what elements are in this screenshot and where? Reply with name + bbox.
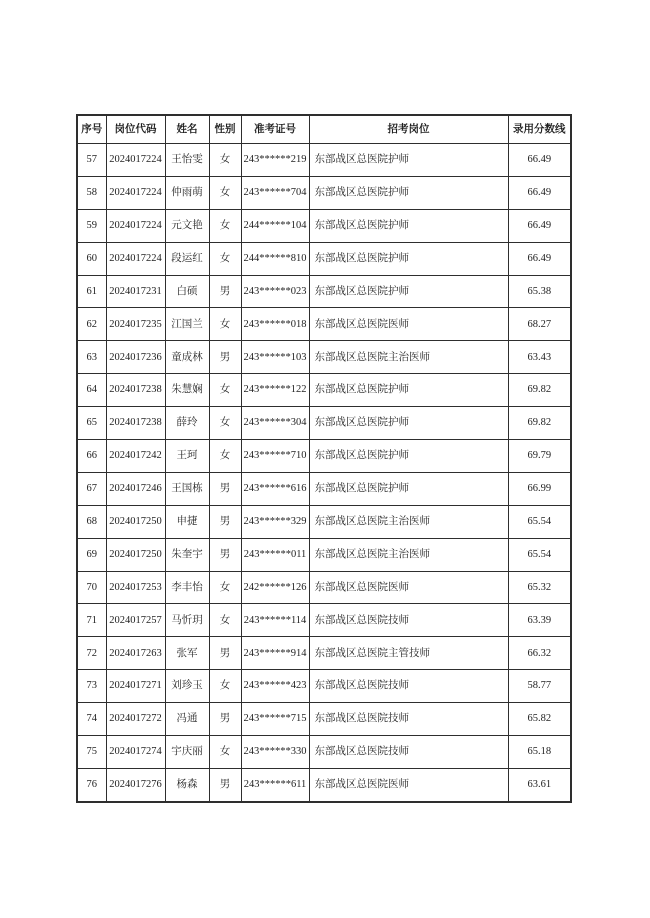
cell-gender: 女 <box>209 242 241 275</box>
cell-position: 东部战区总医院护师 <box>309 440 508 473</box>
cell-position: 东部战区总医院护师 <box>309 209 508 242</box>
cell-job_code: 2024017250 <box>106 505 165 538</box>
cell-job_code: 2024017238 <box>106 407 165 440</box>
cell-name: 马忻玥 <box>165 604 209 637</box>
table-row <box>77 736 571 769</box>
cell-index: 74 <box>77 703 106 736</box>
cell-job_code: 2024017238 <box>106 374 165 407</box>
cell-ticket_no: 243******122 <box>241 374 309 407</box>
cell-gender: 女 <box>209 604 241 637</box>
cell-job_code: 2024017276 <box>106 768 165 801</box>
cell-score_line: 63.61 <box>508 768 571 801</box>
cell-score_line: 58.77 <box>508 670 571 703</box>
cell-ticket_no: 243******616 <box>241 472 309 505</box>
cell-job_code: 2024017246 <box>106 472 165 505</box>
cell-score_line: 69.82 <box>508 407 571 440</box>
cell-index: 58 <box>77 176 106 209</box>
cell-gender: 男 <box>209 472 241 505</box>
cell-index: 61 <box>77 275 106 308</box>
cell-score_line: 63.39 <box>508 604 571 637</box>
cell-gender: 男 <box>209 505 241 538</box>
col-header-ticket-no: 准考证号 <box>241 115 309 144</box>
cell-gender: 男 <box>209 341 241 374</box>
cell-name: 仲雨萌 <box>165 176 209 209</box>
cell-ticket_no: 243******710 <box>241 440 309 473</box>
cell-name: 宇庆丽 <box>165 736 209 769</box>
table-row <box>77 209 571 242</box>
cell-score_line: 66.99 <box>508 472 571 505</box>
cell-score_line: 65.32 <box>508 571 571 604</box>
cell-job_code: 2024017272 <box>106 703 165 736</box>
cell-position: 东部战区总医院护师 <box>309 176 508 209</box>
cell-ticket_no: 243******018 <box>241 308 309 341</box>
table-row <box>77 505 571 538</box>
cell-position: 东部战区总医院主治医师 <box>309 341 508 374</box>
cell-index: 75 <box>77 736 106 769</box>
cell-gender: 女 <box>209 736 241 769</box>
cell-name: 王怡雯 <box>165 144 209 177</box>
cell-ticket_no: 243******715 <box>241 703 309 736</box>
cell-gender: 女 <box>209 440 241 473</box>
cell-score_line: 69.79 <box>508 440 571 473</box>
cell-gender: 女 <box>209 209 241 242</box>
cell-job_code: 2024017236 <box>106 341 165 374</box>
cell-position: 东部战区总医院主治医师 <box>309 505 508 538</box>
cell-score_line: 65.18 <box>508 736 571 769</box>
cell-score_line: 66.32 <box>508 637 571 670</box>
cell-name: 薛玲 <box>165 407 209 440</box>
cell-gender: 男 <box>209 703 241 736</box>
cell-score_line: 69.82 <box>508 374 571 407</box>
col-header-name: 姓名 <box>165 115 209 144</box>
cell-job_code: 2024017263 <box>106 637 165 670</box>
cell-job_code: 2024017250 <box>106 538 165 571</box>
cell-name: 段运红 <box>165 242 209 275</box>
cell-job_code: 2024017224 <box>106 144 165 177</box>
cell-gender: 男 <box>209 768 241 801</box>
cell-ticket_no: 243******423 <box>241 670 309 703</box>
table-row <box>77 472 571 505</box>
cell-index: 73 <box>77 670 106 703</box>
cell-job_code: 2024017224 <box>106 176 165 209</box>
cell-ticket_no: 243******011 <box>241 538 309 571</box>
cell-gender: 女 <box>209 571 241 604</box>
col-header-job-code: 岗位代码 <box>106 115 165 144</box>
cell-score_line: 63.43 <box>508 341 571 374</box>
cell-score_line: 65.54 <box>508 538 571 571</box>
cell-index: 66 <box>77 440 106 473</box>
table-row <box>77 637 571 670</box>
cell-ticket_no: 243******611 <box>241 768 309 801</box>
table-row <box>77 768 571 801</box>
cell-score_line: 66.49 <box>508 144 571 177</box>
table-row <box>77 144 571 177</box>
cell-position: 东部战区总医院护师 <box>309 275 508 308</box>
cell-ticket_no: 243******704 <box>241 176 309 209</box>
table-row <box>77 407 571 440</box>
cell-position: 东部战区总医院主管技师 <box>309 637 508 670</box>
cell-index: 72 <box>77 637 106 670</box>
cell-index: 57 <box>77 144 106 177</box>
cell-position: 东部战区总医院护师 <box>309 472 508 505</box>
cell-job_code: 2024017271 <box>106 670 165 703</box>
table-row <box>77 703 571 736</box>
cell-position: 东部战区总医院技师 <box>309 736 508 769</box>
table-row <box>77 670 571 703</box>
cell-gender: 男 <box>209 538 241 571</box>
cell-gender: 女 <box>209 670 241 703</box>
cell-position: 东部战区总医院技师 <box>309 703 508 736</box>
cell-job_code: 2024017242 <box>106 440 165 473</box>
table-row <box>77 308 571 341</box>
cell-name: 申捷 <box>165 505 209 538</box>
cell-position: 东部战区总医院主治医师 <box>309 538 508 571</box>
cell-name: 杨森 <box>165 768 209 801</box>
table-row <box>77 176 571 209</box>
cell-name: 刘珍玉 <box>165 670 209 703</box>
table-row <box>77 604 571 637</box>
cell-position: 东部战区总医院护师 <box>309 242 508 275</box>
cell-position: 东部战区总医院技师 <box>309 604 508 637</box>
cell-index: 67 <box>77 472 106 505</box>
cell-ticket_no: 243******914 <box>241 637 309 670</box>
cell-name: 白硕 <box>165 275 209 308</box>
col-header-gender: 性别 <box>209 115 241 144</box>
cell-position: 东部战区总医院护师 <box>309 374 508 407</box>
cell-index: 65 <box>77 407 106 440</box>
table-row <box>77 440 571 473</box>
cell-score_line: 65.38 <box>508 275 571 308</box>
cell-score_line: 65.82 <box>508 703 571 736</box>
cell-name: 李丰怡 <box>165 571 209 604</box>
cell-score_line: 66.49 <box>508 176 571 209</box>
cell-name: 江国兰 <box>165 308 209 341</box>
cell-name: 朱奎宇 <box>165 538 209 571</box>
cell-job_code: 2024017257 <box>106 604 165 637</box>
recruitment-score-table <box>76 114 572 803</box>
cell-name: 元文艳 <box>165 209 209 242</box>
cell-index: 68 <box>77 505 106 538</box>
table-row <box>77 275 571 308</box>
cell-name: 朱慧娴 <box>165 374 209 407</box>
cell-position: 东部战区总医院医师 <box>309 571 508 604</box>
cell-position: 东部战区总医院医师 <box>309 308 508 341</box>
table-row <box>77 571 571 604</box>
col-header-position: 招考岗位 <box>309 115 508 144</box>
cell-score_line: 66.49 <box>508 209 571 242</box>
cell-ticket_no: 243******330 <box>241 736 309 769</box>
cell-gender: 女 <box>209 144 241 177</box>
cell-score_line: 66.49 <box>508 242 571 275</box>
cell-ticket_no: 242******126 <box>241 571 309 604</box>
cell-position: 东部战区总医院医师 <box>309 768 508 801</box>
cell-ticket_no: 244******810 <box>241 242 309 275</box>
cell-gender: 女 <box>209 407 241 440</box>
cell-name: 王国栋 <box>165 472 209 505</box>
cell-gender: 男 <box>209 275 241 308</box>
cell-ticket_no: 243******329 <box>241 505 309 538</box>
table-row <box>77 538 571 571</box>
cell-position: 东部战区总医院护师 <box>309 144 508 177</box>
cell-score_line: 68.27 <box>508 308 571 341</box>
cell-index: 64 <box>77 374 106 407</box>
cell-ticket_no: 244******104 <box>241 209 309 242</box>
cell-ticket_no: 243******219 <box>241 144 309 177</box>
cell-index: 63 <box>77 341 106 374</box>
cell-job_code: 2024017224 <box>106 209 165 242</box>
cell-job_code: 2024017231 <box>106 275 165 308</box>
cell-index: 76 <box>77 768 106 801</box>
cell-index: 71 <box>77 604 106 637</box>
cell-job_code: 2024017235 <box>106 308 165 341</box>
cell-job_code: 2024017253 <box>106 571 165 604</box>
cell-job_code: 2024017274 <box>106 736 165 769</box>
cell-gender: 女 <box>209 176 241 209</box>
cell-gender: 女 <box>209 308 241 341</box>
col-header-index: 序号 <box>77 115 106 144</box>
cell-name: 冯通 <box>165 703 209 736</box>
cell-position: 东部战区总医院技师 <box>309 670 508 703</box>
cell-ticket_no: 243******103 <box>241 341 309 374</box>
table-row <box>77 374 571 407</box>
cell-position: 东部战区总医院护师 <box>309 407 508 440</box>
cell-gender: 女 <box>209 374 241 407</box>
cell-name: 张军 <box>165 637 209 670</box>
cell-score_line: 65.54 <box>508 505 571 538</box>
table-header-row <box>77 115 571 144</box>
cell-ticket_no: 243******114 <box>241 604 309 637</box>
table-row <box>77 341 571 374</box>
cell-name: 童成林 <box>165 341 209 374</box>
table-body <box>77 144 571 802</box>
cell-name: 王珂 <box>165 440 209 473</box>
cell-job_code: 2024017224 <box>106 242 165 275</box>
table-row <box>77 242 571 275</box>
cell-index: 69 <box>77 538 106 571</box>
cell-gender: 男 <box>209 637 241 670</box>
cell-index: 62 <box>77 308 106 341</box>
cell-index: 60 <box>77 242 106 275</box>
cell-index: 70 <box>77 571 106 604</box>
cell-ticket_no: 243******304 <box>241 407 309 440</box>
col-header-score-line: 录用分数线 <box>508 115 571 144</box>
cell-ticket_no: 243******023 <box>241 275 309 308</box>
cell-index: 59 <box>77 209 106 242</box>
